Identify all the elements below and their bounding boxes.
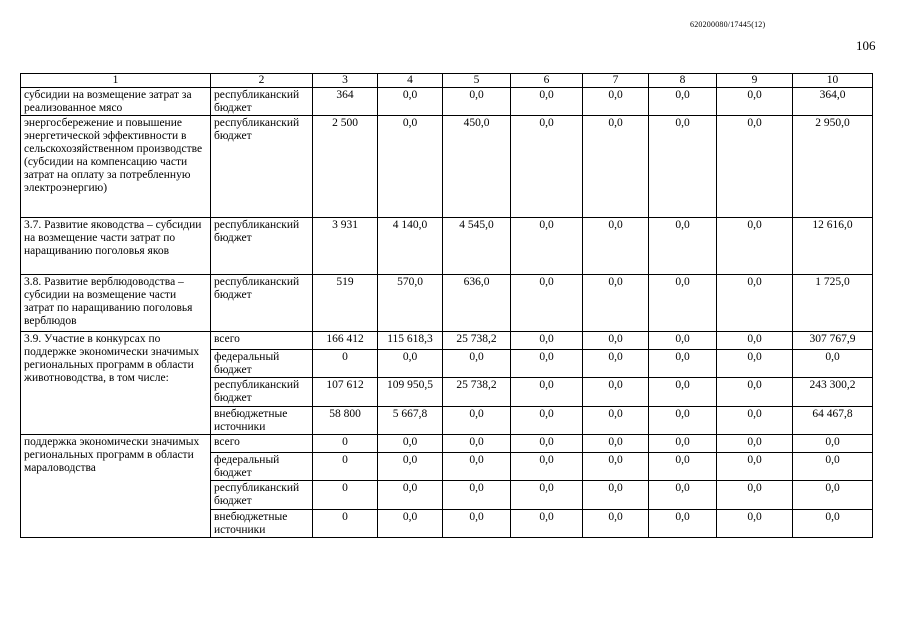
column-header: 8 (649, 74, 717, 88)
value-cell: 0,0 (717, 481, 793, 510)
funding-source: республиканский бюджет (211, 378, 313, 407)
value-cell: 0,0 (649, 378, 717, 407)
measure-label: 3.7. Развитие яководства – субсидии на возмещение части затрат по наращиванию поголовья яков (21, 218, 211, 275)
value-cell: 0,0 (511, 350, 583, 378)
funding-source: республиканский бюджет (211, 481, 313, 510)
value-cell: 0,0 (649, 407, 717, 435)
value-cell: 0,0 (443, 350, 511, 378)
value-cell: 166 412 (313, 332, 378, 350)
value-cell: 0,0 (583, 407, 649, 435)
column-header: 6 (511, 74, 583, 88)
value-cell: 107 612 (313, 378, 378, 407)
value-cell: 0,0 (511, 88, 583, 116)
table-row (21, 435, 873, 453)
funding-source: республиканский бюджет (211, 218, 313, 275)
value-cell: 5 667,8 (378, 407, 443, 435)
value-cell: 0,0 (717, 510, 793, 538)
budget-table (20, 73, 873, 538)
column-header: 4 (378, 74, 443, 88)
value-cell: 0,0 (583, 510, 649, 538)
total-cell: 2 950,0 (793, 116, 873, 218)
value-cell: 0,0 (378, 435, 443, 453)
document-id: 620200080/17445(12) (690, 20, 766, 29)
value-cell: 115 618,3 (378, 332, 443, 350)
column-header: 3 (313, 74, 378, 88)
value-cell: 0,0 (649, 481, 717, 510)
value-cell: 0,0 (649, 218, 717, 275)
value-cell: 25 738,2 (443, 378, 511, 407)
column-header: 5 (443, 74, 511, 88)
value-cell: 0,0 (583, 378, 649, 407)
page-number: 106 (856, 38, 876, 53)
table-row (21, 332, 873, 350)
funding-source: всего (211, 332, 313, 350)
value-cell: 0,0 (583, 435, 649, 453)
table-header-row (21, 74, 873, 88)
value-cell: 0,0 (511, 116, 583, 218)
total-cell: 64 467,8 (793, 407, 873, 435)
value-cell: 4 545,0 (443, 218, 511, 275)
total-cell: 0,0 (793, 481, 873, 510)
measure-label: поддержка экономически значимых региональных программ в области мараловодства (21, 435, 211, 538)
value-cell: 0,0 (511, 481, 583, 510)
value-cell: 0,0 (511, 510, 583, 538)
total-cell: 364,0 (793, 88, 873, 116)
value-cell: 0,0 (583, 350, 649, 378)
column-header: 7 (583, 74, 649, 88)
value-cell: 0,0 (378, 453, 443, 481)
funding-source: федеральный бюджет (211, 453, 313, 481)
value-cell: 0,0 (717, 435, 793, 453)
value-cell: 0,0 (511, 275, 583, 332)
value-cell: 0,0 (378, 350, 443, 378)
value-cell: 0,0 (649, 275, 717, 332)
value-cell: 0,0 (649, 453, 717, 481)
value-cell: 0,0 (717, 332, 793, 350)
value-cell: 0,0 (511, 435, 583, 453)
value-cell: 0,0 (443, 88, 511, 116)
value-cell: 0,0 (378, 510, 443, 538)
value-cell: 0,0 (649, 88, 717, 116)
value-cell: 0,0 (583, 332, 649, 350)
value-cell: 0 (313, 435, 378, 453)
total-cell: 0,0 (793, 510, 873, 538)
value-cell: 0,0 (583, 275, 649, 332)
table-row (21, 275, 873, 332)
value-cell: 0,0 (511, 453, 583, 481)
value-cell: 0,0 (443, 481, 511, 510)
funding-source: внебюджетные источники (211, 407, 313, 435)
value-cell: 4 140,0 (378, 218, 443, 275)
value-cell: 0,0 (717, 350, 793, 378)
value-cell: 519 (313, 275, 378, 332)
value-cell: 0,0 (649, 332, 717, 350)
value-cell: 0 (313, 350, 378, 378)
value-cell: 570,0 (378, 275, 443, 332)
value-cell: 0,0 (717, 407, 793, 435)
value-cell: 0,0 (649, 435, 717, 453)
value-cell: 0,0 (378, 481, 443, 510)
column-header: 10 (793, 74, 873, 88)
total-cell: 1 725,0 (793, 275, 873, 332)
value-cell: 0,0 (511, 218, 583, 275)
value-cell: 0,0 (378, 116, 443, 218)
value-cell: 0,0 (511, 332, 583, 350)
measure-label: 3.8. Развитие верблюдоводства – субсидии на возмещение части затрат по наращиванию поголовья верблюдов (21, 275, 211, 332)
value-cell: 636,0 (443, 275, 511, 332)
measure-label: 3.9. Участие в конкурсах по поддержке экономически значимых региональных программ в области животноводства, в том числе: (21, 332, 211, 435)
funding-source: внебюджетные источники (211, 510, 313, 538)
total-cell: 0,0 (793, 435, 873, 453)
table-row (21, 88, 873, 116)
value-cell: 0,0 (443, 510, 511, 538)
value-cell: 450,0 (443, 116, 511, 218)
value-cell: 0 (313, 481, 378, 510)
total-cell: 307 767,9 (793, 332, 873, 350)
funding-source: всего (211, 435, 313, 453)
value-cell: 0,0 (583, 88, 649, 116)
value-cell: 0,0 (443, 453, 511, 481)
total-cell: 12 616,0 (793, 218, 873, 275)
value-cell: 0,0 (443, 407, 511, 435)
funding-source: федеральный бюджет (211, 350, 313, 378)
column-header: 1 (21, 74, 211, 88)
value-cell: 364 (313, 88, 378, 116)
total-cell: 243 300,2 (793, 378, 873, 407)
value-cell: 0,0 (511, 407, 583, 435)
table-row (21, 218, 873, 275)
value-cell: 0,0 (717, 116, 793, 218)
value-cell: 0,0 (443, 435, 511, 453)
value-cell: 3 931 (313, 218, 378, 275)
value-cell: 0,0 (583, 218, 649, 275)
value-cell: 0,0 (378, 88, 443, 116)
funding-source: республиканский бюджет (211, 116, 313, 218)
value-cell: 0,0 (583, 481, 649, 510)
value-cell: 25 738,2 (443, 332, 511, 350)
funding-source: республиканский бюджет (211, 88, 313, 116)
value-cell: 0 (313, 453, 378, 481)
measure-label: энергосбережение и повышение энергетической эффективности в сельскохозяйственном производстве (субсидии на компенсацию части затрат на оплату за потребленную электроэнергию) (21, 116, 211, 218)
value-cell: 0,0 (717, 275, 793, 332)
value-cell: 0,0 (583, 116, 649, 218)
value-cell: 0,0 (511, 378, 583, 407)
value-cell: 2 500 (313, 116, 378, 218)
value-cell: 0,0 (649, 350, 717, 378)
value-cell: 0,0 (649, 510, 717, 538)
total-cell: 0,0 (793, 453, 873, 481)
total-cell: 0,0 (793, 350, 873, 378)
column-header: 9 (717, 74, 793, 88)
value-cell: 0,0 (717, 453, 793, 481)
value-cell: 0,0 (583, 453, 649, 481)
value-cell: 0 (313, 510, 378, 538)
table-row (21, 116, 873, 218)
value-cell: 0,0 (649, 116, 717, 218)
column-header: 2 (211, 74, 313, 88)
value-cell: 0,0 (717, 218, 793, 275)
measure-label: субсидии на возмещение затрат за реализованное мясо (21, 88, 211, 116)
value-cell: 109 950,5 (378, 378, 443, 407)
value-cell: 58 800 (313, 407, 378, 435)
value-cell: 0,0 (717, 378, 793, 407)
value-cell: 0,0 (717, 88, 793, 116)
funding-source: республиканский бюджет (211, 275, 313, 332)
